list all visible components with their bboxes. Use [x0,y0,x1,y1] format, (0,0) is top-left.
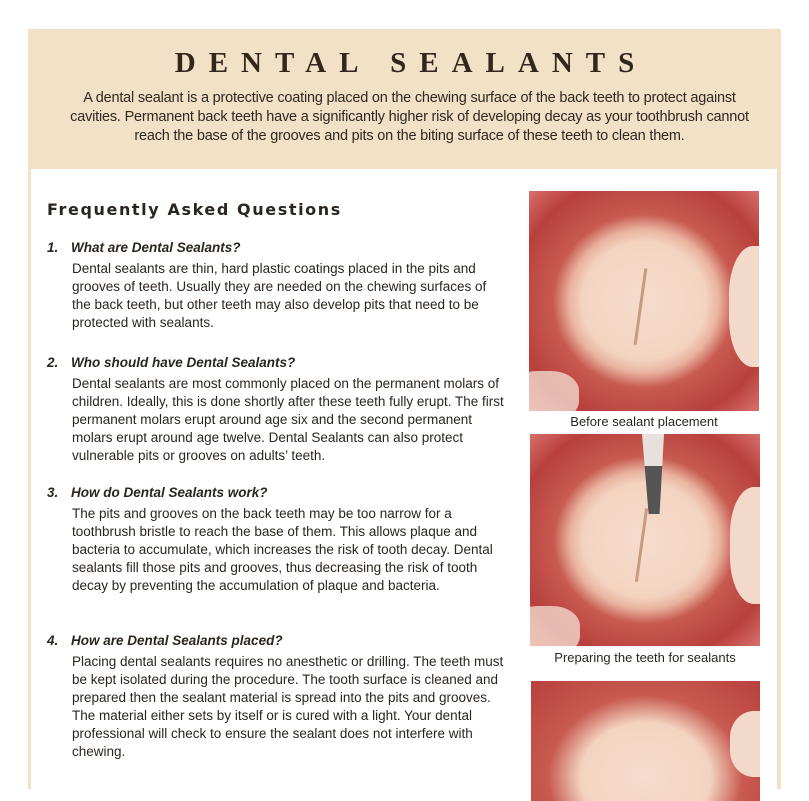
faq-answer: The pits and grooves on the back teeth may be too narrow for a toothbrush bristle to reach the base of them. This allows plaque and bacteria to accumulate, which increases the risk of tooth decay. Dental sealants fill those pits and grooves, thus decreasing the risk of tooth decay by preventing the accumulation of plaque and bacteria. [72,506,493,593]
page-title: DENTAL SEALANTS [174,47,648,79]
faq-number: 3. [47,485,59,500]
faq-answer: Placing dental sealants requires no anesthetic or drilling. The teeth must be kept isolated during the procedure. The tooth surface is cleaned and prepared then the sealant material is spread into the pits and grooves. The material either sets by itself or is cured with a light. Your dental professional will check to ensure the sealant does not interfere with chewing. [72,654,504,759]
faq-question: Who should have Dental Sealants? [71,355,296,370]
faq-item [47,485,507,595]
faq-item [47,355,507,465]
tooth-photo-preparing [530,434,760,646]
faq-number: 2. [47,355,59,370]
faq-question: How do Dental Sealants work? [71,485,268,500]
faq-item [47,633,507,761]
faq-heading: Frequently Asked Questions [47,200,342,219]
applicator-brush [642,434,664,514]
photo-caption: Before sealant placement [570,414,718,429]
faq-question: What are Dental Sealants? [71,240,241,255]
faq-answer: Dental sealants are most commonly placed on the permanent molars of children. Ideally, this is done shortly after these teeth fully erupt. The first permanent molars erupt around age six and the second permanent molars erupt around age twelve. Dental Sealants can also protect vulnerable pits or grooves on adults’ teeth. [72,376,504,463]
intro-text: A dental sealant is a protective coating placed on the chewing surface of the back teeth to protect against cavities. Permanent back teeth have a significantly higher risk of developing decay as your toothbrush cannot reach the base of the grooves and pits on the biting surface of these teeth to clean them. [70,90,749,144]
faq-number: 4. [47,633,59,648]
faq-answer: Dental sealants are thin, hard plastic coatings placed in the pits and grooves of teeth. Usually they are needed on the chewing surfaces of the back teeth, but other teeth may also develop pits that need to be protected with sealants. [72,261,487,330]
faq-question: How are Dental Sealants placed? [71,633,283,648]
faq-number: 1. [47,240,59,255]
tooth-photo-after [531,681,760,801]
photo-caption: Preparing the teeth for sealants [554,650,736,665]
faq-item [47,240,507,332]
tooth-photo-before [529,191,759,411]
